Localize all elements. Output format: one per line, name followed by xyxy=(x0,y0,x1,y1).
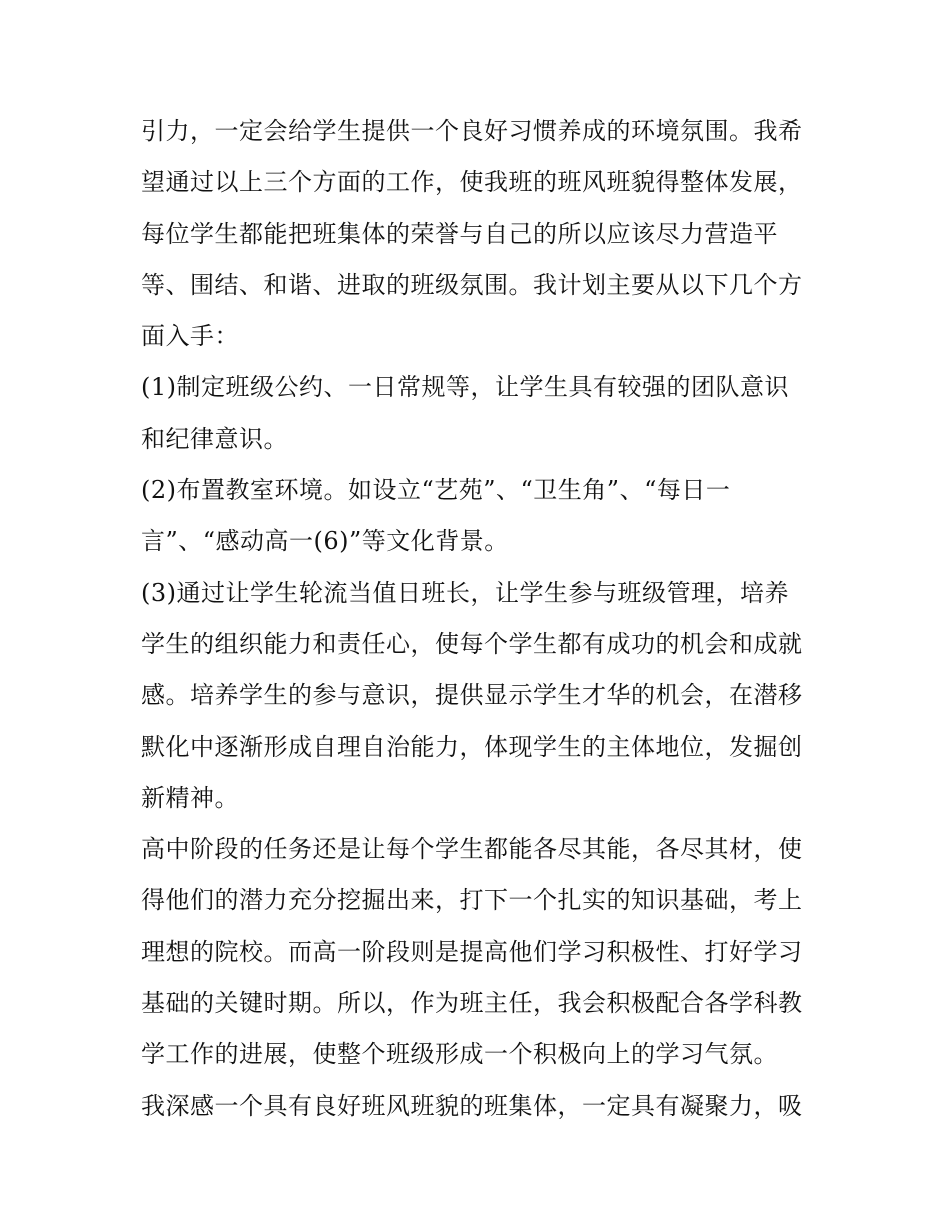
text-line: 每位学生都能把班集体的荣誉与自己的所以应该尽力营造平 xyxy=(141,219,778,248)
document-body xyxy=(141,106,821,1132)
text-line: (2)布置教室环境。如设立“艺苑”、“卫生角”、“每日一 xyxy=(141,476,731,505)
text-line: 言”、“感动高一(6)”等文化背景。 xyxy=(141,527,509,556)
text-line: 引力，一定会给学生提供一个良好习惯养成的环境氛围。我希 xyxy=(141,117,803,145)
text-line: 学工作的进展，使整个班级形成一个积极向上的学习气氛。 xyxy=(141,1040,778,1069)
text-line: 我深感一个具有良好班风班貌的班集体，一定具有凝聚力，吸 xyxy=(141,1091,803,1120)
text-line: 等、围结、和谐、进取的班级氛围。我计划主要从以下几个方 xyxy=(141,270,803,299)
text-line: (1)制定班级公约、一日常规等，让学生具有较强的团队意识 xyxy=(141,373,789,402)
text-line: 理想的院校。而高一阶段则是提高他们学习积极性、打好学习 xyxy=(141,937,803,966)
text-line: 感。培养学生的参与意识，提供显示学生才华的机会，在潜移 xyxy=(141,681,803,710)
text-line: 学生的组织能力和责任心，使每个学生都有成功的机会和成就 xyxy=(141,629,803,658)
text-line: 高中阶段的任务还是让每个学生都能各尽其能，各尽其材，使 xyxy=(141,835,803,864)
text-line: 面入手： xyxy=(141,322,239,351)
text-line: 得他们的潜力充分挖掘出来，打下一个扎实的知识基础，考上 xyxy=(141,886,803,915)
text-line: (3)通过让学生轮流当值日班长，让学生参与班级管理，培养 xyxy=(141,578,789,607)
text-line: 和纪律意识。 xyxy=(141,424,288,453)
text-line: 望通过以上三个方面的工作，使我班的班风班貌得整体发展， xyxy=(141,168,803,197)
text-line: 基础的关键时期。所以，作为班主任，我会积极配合各学科教 xyxy=(141,989,803,1018)
text-line: 默化中逐渐形成自理自治能力，体现学生的主体地位，发掘创 xyxy=(141,732,803,761)
text-line: 新精神。 xyxy=(141,783,239,812)
